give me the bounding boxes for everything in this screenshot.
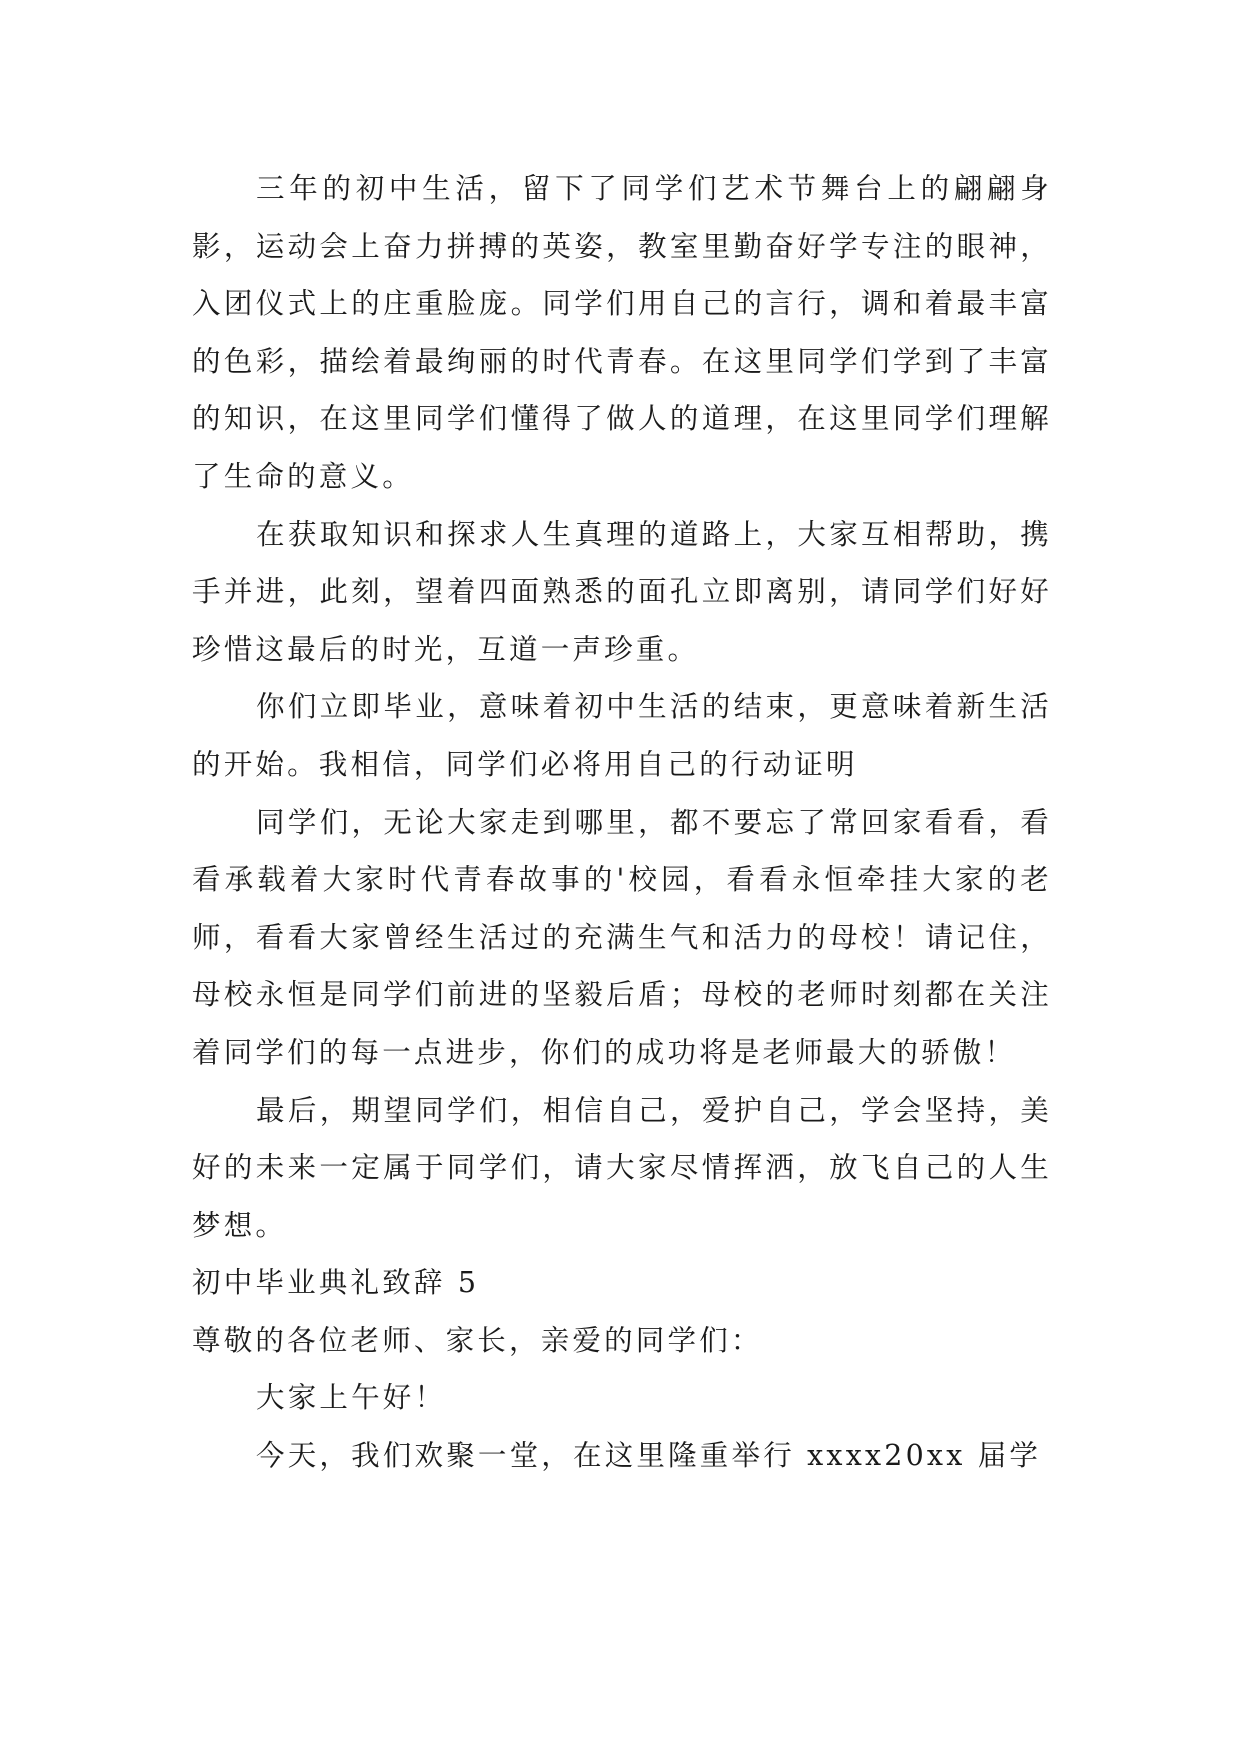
document-body xyxy=(192,160,1052,1485)
greeting: 大家上午好！ xyxy=(256,1381,447,1415)
paragraph-5: 最后，期望同学们，相信自己，爱护自己，学会坚持，美好的未来一定属于同学们，请大家尽情挥洒，放飞自己的人生梦想。 xyxy=(192,1093,1052,1242)
salutation: 尊敬的各位老师、家长，亲爱的同学们： xyxy=(192,1323,763,1357)
paragraph-3: 你们立即毕业，意味着初中生活的结束，更意味着新生活的开始。我相信，同学们必将用自己的行动证明 xyxy=(192,690,1052,781)
paragraph-4: 同学们，无论大家走到哪里，都不要忘了常回家看看，看看承载着大家时代青春故事的'校园，看看永恒牵挂大家的老师，看看大家曾经生活过的充满生气和活力的母校！请记住，母校永恒是同学们前进的坚毅后盾；母校的老师时刻都在关注着同学们的每一点进步，你们的成功将是老师最大的骄傲！ xyxy=(192,805,1052,1069)
paragraph-1: 三年的初中生活，留下了同学们艺术节舞台上的翩翩身影，运动会上奋力拼搏的英姿，教室里勤奋好学专注的眼神，入团仪式上的庄重脸庞。同学们用自己的言行，调和着最丰富的色彩，描绘着最绚丽的时代青春。在这里同学们学到了丰富的知识，在这里同学们懂得了做人的道理，在这里同学们理解了生命的意义。 xyxy=(192,172,1052,493)
section-heading: 初中毕业典礼致辞 5 xyxy=(192,1266,480,1300)
closing-paragraph: 今天，我们欢聚一堂，在这里隆重举行 xxxx20xx 届学 xyxy=(256,1439,1042,1473)
paragraph-2: 在获取知识和探求人生真理的道路上，大家互相帮助，携手并进，此刻，望着四面熟悉的面孔立即离别，请同学们好好珍惜这最后的时光，互道一声珍重。 xyxy=(192,517,1052,666)
